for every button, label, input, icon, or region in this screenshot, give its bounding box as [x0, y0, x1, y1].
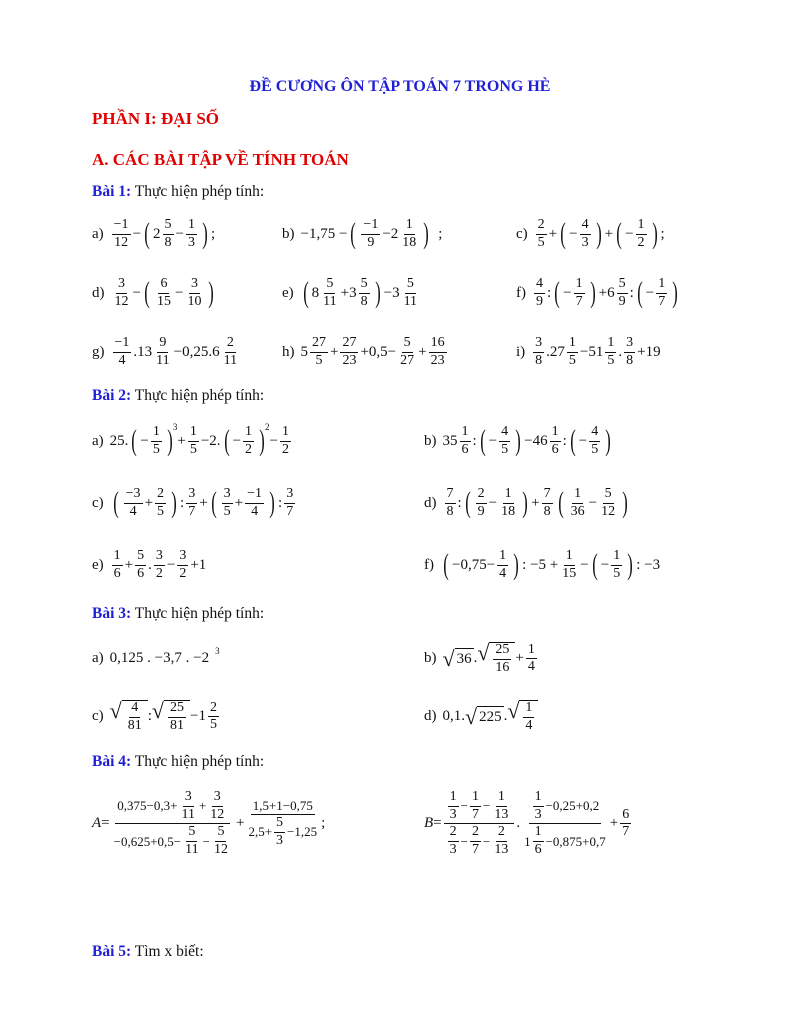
ex3-b: b) √ 36 . √ $\frac{25}{16}$ + $\frac{1}{4}$: [424, 640, 535, 675]
ex1-c: c) $\frac{2}{5}$ + ( − $\frac{4}{3}$ ) + ( − $\frac{1}{2}$ ) ;: [516, 217, 665, 251]
page-title: ĐỀ CƯƠNG ÔN TẬP TOÁN 7 TRONG HÈ: [249, 78, 551, 95]
ex1-d: d) $\frac{3}{12}$ − ( $\frac{6}{15}$ − $\frac{3}{10}$ ): [92, 276, 215, 310]
ex1-a: a) $\frac{-1}{12}$ − ( 2 $\frac{5}{8}$ − $\frac{1}{3}$ ) ;: [92, 217, 216, 251]
ex3-c: c) √ $\frac{4}{81}$ : √ $\frac{25}{81}$ −1 $\frac{2}{5}$: [92, 698, 217, 733]
exercise-2-heading: Bài 2: Thực hiện phép tính:: [92, 387, 265, 404]
ex2-c: c) ( $\frac{-3}{4}$ + $\frac{2}{5}$ ) : $\frac{3}{7}$ + ( $\frac{3}{5}$ + $\frac{-1}{4}$ ) : $\frac{3}{7}$: [92, 486, 294, 520]
ex1-h: h) 5 $\frac{27}{5}$ + $\frac{27}{23}$ +0,5− $\frac{5}{27}$ + $\frac{16}{23}$: [282, 335, 445, 368]
ex1-i: i) $\frac{3}{8}$ .27 $\frac{1}{5}$ −51 $\frac{1}{5}$ . $\frac{3}{8}$ +19: [516, 335, 661, 368]
ex4-B: B = $\frac{1}{3}$ − $\frac{1}{7}$ − $\frac{1}{13}$ $\frac{2}{3}$ − $\frac{2}{7}$ − $\frac{2}{13}$ . $\frac{1}{3}$ −0,25+0,2 1 $\frac{1}{6}$ −0,875+0,7 + $\frac{6}{7}$: [424, 789, 630, 858]
ex2-f: f) ( −0,75− $\frac{1}{4}$ ) : −5 + $\frac{1}{15}$ − ( − $\frac{1}{5}$ ) : −3: [424, 548, 661, 582]
ex1-e: e) ( 8 $\frac{5}{11}$ +3 $\frac{5}{8}$ ) −3 $\frac{5}{11}$: [282, 276, 418, 310]
ex1-b: b) −1,75 − ( $\frac{-1}{9}$ −2 $\frac{1}{18}$ ) ;: [282, 217, 443, 251]
ex4-A: A = 0,375−0,3+ $\frac{3}{11}$ + $\frac{3}{12}$ −0,625+0,5− $\frac{5}{11}$ − $\frac{5}{12}$ + 1,5+1−0,75 2,5+ $\frac{5}{3}$ −1,25 ;: [92, 789, 326, 858]
ex1-f: f) $\frac{4}{9}$ : ( − $\frac{1}{7}$ ) +6 $\frac{5}{9}$ : ( − $\frac{1}{7}$ ): [516, 276, 678, 310]
ex2-e: e) $\frac{1}{6}$ + $\frac{5}{6}$ . $\frac{3}{2}$ − $\frac{3}{2}$ +1: [92, 548, 207, 581]
ex1-g: g) $\frac{-1}{4}$ .13 $\frac{9}{11}$ −0,25.6 $\frac{2}{11}$: [92, 335, 238, 368]
exercise-4-heading: Bài 4: Thực hiện phép tính:: [92, 753, 265, 770]
ex2-d: d) $\frac{7}{8}$ : ( $\frac{2}{9}$ − $\frac{1}{18}$ ) + $\frac{7}{8}$ ( $\frac{1}{36}$ − $\frac{5}{12}$ ): [424, 486, 628, 520]
ex2-b: b) 35 $\frac{1}{6}$ : ( − $\frac{4}{5}$ ) −46 $\frac{1}{6}$ : ( − $\frac{4}{5}$ ): [424, 424, 611, 458]
exercise-5-heading: Bài 5: Tìm x biết:: [92, 943, 204, 960]
ex3-d: d) 0,1. √ 225 . √ $\frac{1}{4}$: [424, 700, 538, 733]
exercise-3-heading: Bài 3: Thực hiện phép tính:: [92, 605, 265, 622]
ex3-a: a) 0,125 . −3,7 . −2 3: [92, 645, 220, 666]
exercise-1-heading: Bài 1: Thực hiện phép tính:: [92, 183, 265, 200]
part-heading: PHẦN I: ĐẠI SỐ: [92, 109, 220, 128]
ex2-a: a) 25. ( − $\frac{1}{5}$ ) 3 + $\frac{1}{5}$ −2. ( − $\frac{1}{2}$ ) 2 − $\frac{1}{2}$: [92, 422, 289, 458]
section-heading: A. CÁC BÀI TẬP VỀ TÍNH TOÁN: [92, 150, 349, 169]
